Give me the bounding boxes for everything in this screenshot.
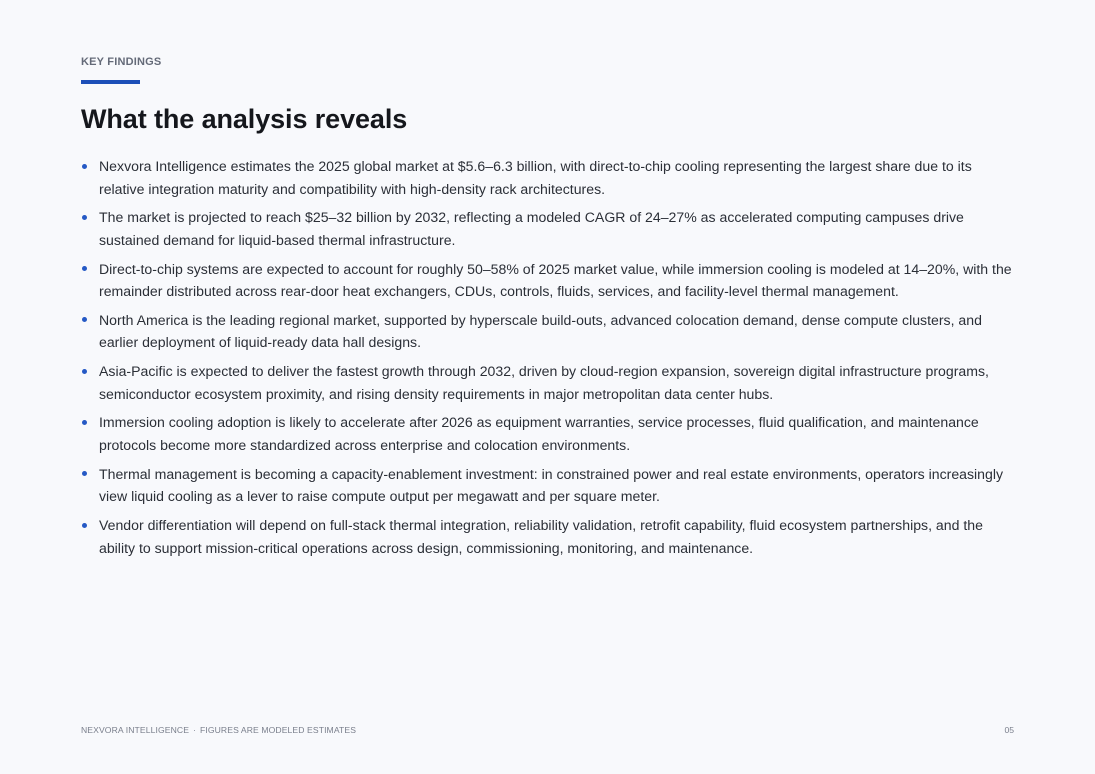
finding-text: Immersion cooling adoption is likely to accelerate after 2026 as equipment warranties, service processes, fluid qualification, and maintenance protocols become more standardized across enterprise and colocation environments. bbox=[99, 414, 979, 453]
section-eyebrow: KEY FINDINGS bbox=[81, 56, 162, 68]
finding-item bbox=[81, 360, 1015, 405]
finding-text: Asia-Pacific is expected to deliver the fastest growth through 2032, driven by cloud-region expansion, sovereign digital infrastructure programs, semiconductor ecosystem proximity, and rising density requirements in major metropolitan data center hubs. bbox=[99, 363, 989, 402]
page-number: 05 bbox=[1004, 725, 1014, 735]
bullet-icon bbox=[82, 523, 87, 528]
finding-item bbox=[81, 206, 1015, 251]
finding-text: Thermal management is becoming a capacity-enablement investment: in constrained power and real estate environments, operators increasingly view liquid cooling as a lever to raise compute output per megawatt and per square meter. bbox=[99, 465, 1004, 505]
page-footer bbox=[81, 725, 356, 735]
footer-brand: NEXVORA INTELLIGENCE bbox=[81, 725, 190, 735]
finding-text: Vendor differentiation will depend on full-stack thermal integration, reliability validation, retrofit capability, fluid ecosystem partnerships, and the ability to support mission-critical operations across design, commissioning, monitoring, and maintenance. bbox=[99, 517, 983, 556]
finding-item bbox=[81, 463, 1015, 508]
finding-text: Direct-to-chip systems are expected to account for roughly 50–58% of 2025 market value, while immersion cooling is modeled at 14–20%, with the remainder distributed across rear-door heat exchangers, CDUs, controls, fluids, services, and facility-level thermal management. bbox=[99, 260, 1012, 300]
finding-item bbox=[81, 309, 1015, 354]
bullet-icon bbox=[82, 266, 87, 271]
page-title: What the analysis reveals bbox=[81, 104, 408, 134]
accent-bar bbox=[81, 80, 140, 84]
finding-item bbox=[81, 155, 1015, 200]
bullet-icon bbox=[82, 471, 87, 476]
finding-text: North America is the leading regional market, supported by hyperscale build-outs, advanced colocation demand, dense compute clusters, and earlier deployment of liquid-ready data hall designs. bbox=[99, 311, 982, 351]
finding-text: The market is projected to reach $25–32 billion by 2032, reflecting a modeled CAGR of 24–27% as accelerated computing campuses drive sustained demand for liquid-based thermal infrastructure. bbox=[99, 209, 964, 248]
finding-item bbox=[81, 514, 1015, 559]
finding-item bbox=[81, 258, 1015, 303]
bullet-icon bbox=[82, 317, 87, 322]
findings-list bbox=[81, 155, 1015, 565]
footer-separator: · bbox=[193, 725, 196, 735]
bullet-icon bbox=[82, 215, 87, 220]
bullet-icon bbox=[82, 369, 87, 374]
finding-text: Nexvora Intelligence estimates the 2025 global market at $5.6–6.3 billion, with direct-to-chip cooling representing the largest share due to its relative integration maturity and compatibility with high-density rack architectures. bbox=[99, 158, 972, 197]
footer-note: FIGURES ARE MODELED ESTIMATES bbox=[200, 725, 357, 735]
bullet-icon bbox=[82, 164, 87, 169]
report-page bbox=[81, 0, 1015, 774]
bullet-icon bbox=[82, 420, 87, 425]
finding-item bbox=[81, 411, 1015, 456]
